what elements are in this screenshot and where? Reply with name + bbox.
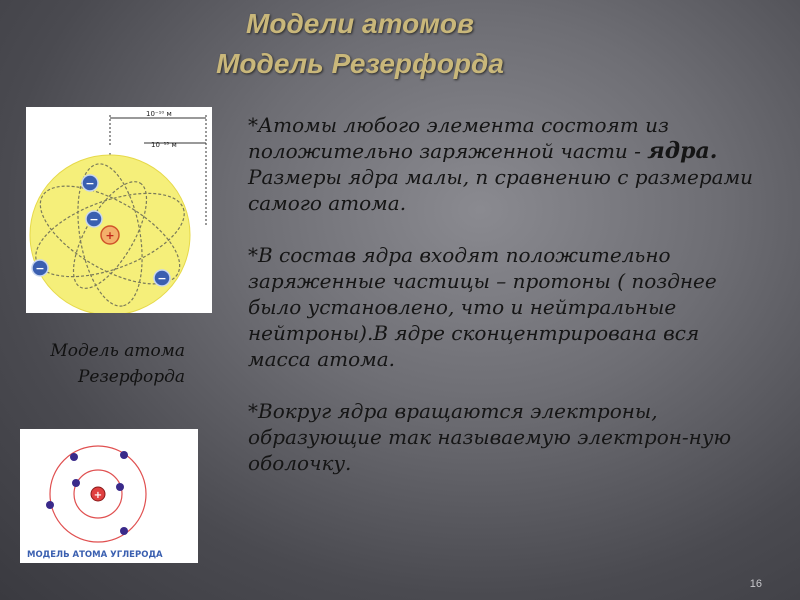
carbon-model-label: МОДЕЛЬ АТОМА УГЛЕРОДА (27, 550, 163, 560)
paragraph-1-part-c: Размеры ядра малы, п сравнению с размерами самого атома. (248, 165, 754, 215)
rutherford-atom-image (26, 107, 212, 313)
paragraph-1-emphasis: ядра. (647, 138, 718, 164)
carbon-atom-image (20, 429, 198, 563)
carbon-atom-diagram (20, 429, 198, 563)
svg-text:−: − (85, 177, 95, 190)
slide-body (248, 112, 768, 502)
carbon-electrons (46, 451, 128, 535)
svg-text:+: + (93, 490, 103, 501)
paragraph-nucleus (248, 112, 768, 216)
svg-text:+: + (105, 229, 115, 242)
title-line-1: Модели атомов (246, 8, 474, 39)
slide-number: 16 (749, 578, 762, 590)
svg-text:−: − (35, 262, 45, 275)
title-line-2: Модель Резерфорда (216, 48, 504, 79)
paragraph-1-part-a: *Атомы любого элемента состоят из положительно заряженной части - (248, 113, 669, 163)
caption-line-2: Резерфорда (77, 367, 185, 387)
rutherford-caption (20, 338, 185, 390)
caption-line-1: Модель атома (50, 341, 185, 361)
rutherford-atom-diagram (26, 107, 212, 313)
slide-title (150, 4, 570, 84)
svg-text:−: − (89, 213, 99, 226)
dimension-inner-label: 10⁻¹⁵ м (151, 141, 177, 149)
paragraph-electrons: *Вокруг ядра вращаются электроны, образующие так называемую электрон-ную оболочку. (248, 399, 732, 475)
paragraph-protons: *В состав ядра входят положительно заряженные частицы – протоны ( позднее было установлено, что и нейтральные нейтроны).В ядре сконцентрирована вся масса атома. (248, 243, 717, 371)
svg-text:−: − (157, 272, 167, 285)
dimension-outer-label: 10⁻¹⁰ м (146, 110, 172, 118)
